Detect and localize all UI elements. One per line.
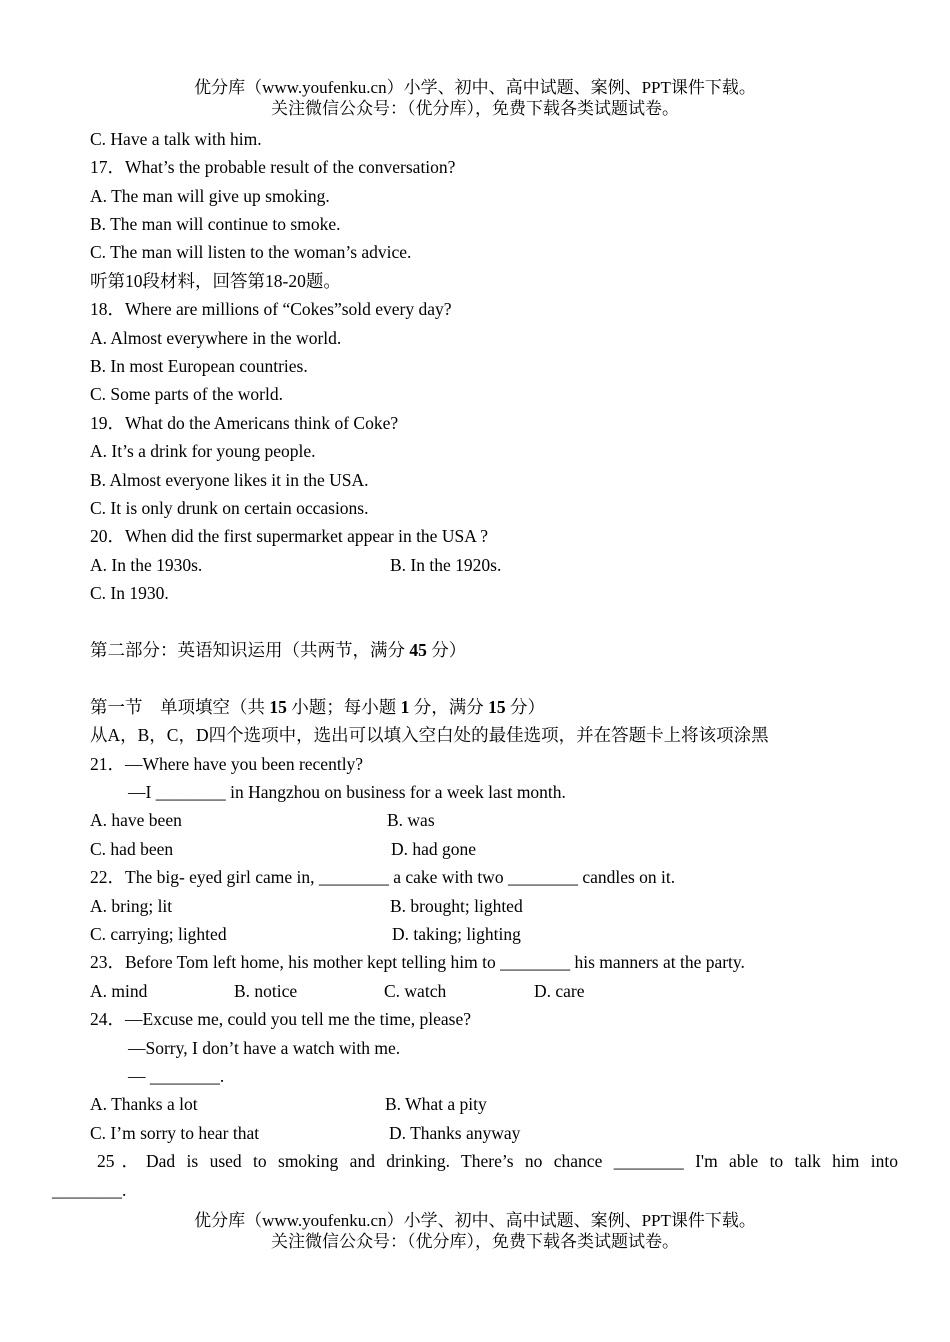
q20-option-c: C. In 1930.: [90, 583, 169, 603]
q23-option-d: D. care: [534, 981, 585, 1001]
q20-option-b: B. In the 1920s.: [390, 555, 502, 575]
page-footer-line1: 优分库（www.youfenku.cn）小学、初中、高中试题、案例、PPT课件下载。: [194, 1211, 756, 1230]
q22-option-d: D. taking; lighting: [392, 924, 521, 944]
q20-question: 20．When did the first supermarket appear in the USA ?: [90, 526, 489, 546]
q22-option-b: B. brought; lighted: [390, 896, 523, 916]
section-instruction-10: 听第10段材料，回答第18-20题。: [90, 271, 341, 291]
q22-option-c: C. carrying; lighted: [90, 924, 227, 944]
q21-question: 21．—Where have you been recently?: [90, 754, 364, 774]
part2-title: 第二部分：英语知识运用（共两节，满分 45 分）: [90, 640, 467, 660]
q22-question: 22．The big- eyed girl came in, ________ a cake with two ________ candles on it.: [90, 867, 676, 887]
q18-option-a: A. Almost everywhere in the world.: [90, 328, 342, 348]
q23-question: 23．Before Tom left home, his mother kept telling him to ________ his manners at the party.: [90, 952, 745, 972]
q24-option-a: A. Thanks a lot: [90, 1094, 198, 1114]
q17-option-b: B. The man will continue to smoke.: [90, 214, 341, 234]
q22-option-a: A. bring; lit: [90, 896, 173, 916]
page-header-line2: 关注微信公众号：（优分库），免费下载各类试题试卷。: [271, 99, 679, 118]
q19-option-c: C. It is only drunk on certain occasions.: [90, 498, 369, 518]
q20-option-a: A. In the 1930s.: [90, 555, 203, 575]
q19-option-a: A. It’s a drink for young people.: [90, 441, 316, 461]
q21-option-b: B. was: [387, 810, 435, 830]
q21-option-c: C. had been: [90, 839, 174, 859]
q25-line2: ________.: [52, 1180, 127, 1200]
section1-heading: 第一节 单项填空（共 15 小题；每小题 1 分，满分 15 分）: [90, 697, 545, 717]
q21-line2: —I ________ in Hangzhou on business for a week last month.: [128, 782, 566, 802]
q17-question: 17．What’s the probable result of the conversation?: [90, 157, 456, 177]
q18-question: 18．Where are millions of “Cokes”sold every day?: [90, 299, 452, 319]
q24-line2: —Sorry, I don’t have a watch with me.: [128, 1038, 401, 1058]
q18-option-c: C. Some parts of the world.: [90, 384, 283, 404]
q24-line3: — ________.: [128, 1066, 225, 1086]
q19-option-b: B. Almost everyone likes it in the USA.: [90, 470, 369, 490]
section1-instruction: 从A，B，C，D四个选项中，选出可以填入空白处的最佳选项，并在答题卡上将该项涂黑: [90, 725, 769, 745]
q18-option-b: B. In most European countries.: [90, 356, 308, 376]
q21-option-a: A. have been: [90, 810, 182, 830]
q16-option-c: C. Have a talk with him.: [90, 129, 262, 149]
q23-option-c: C. watch: [384, 981, 447, 1001]
q23-option-b: B. notice: [234, 981, 298, 1001]
q24-question: 24．—Excuse me, could you tell me the time, please?: [90, 1009, 472, 1029]
page-header-line1: 优分库（www.youfenku.cn）小学、初中、高中试题、案例、PPT课件下载。: [194, 78, 756, 97]
q23-option-a: A. mind: [90, 981, 148, 1001]
q17-option-c: C. The man will listen to the woman’s advice.: [90, 242, 412, 262]
q24-option-c: C. I’m sorry to hear that: [90, 1123, 260, 1143]
q25-question: 25．Dad is used to smoking and drinking. There’s no chance ________ I'm able to talk him into: [97, 1151, 898, 1171]
page-footer-line2: 关注微信公众号：（优分库），免费下载各类试题试卷。: [271, 1232, 679, 1251]
q24-option-b: B. What a pity: [385, 1094, 487, 1114]
q24-option-d: D. Thanks anyway: [389, 1123, 521, 1143]
q17-option-a: A. The man will give up smoking.: [90, 186, 330, 206]
q21-option-d: D. had gone: [391, 839, 477, 859]
q19-question: 19．What do the Americans think of Coke?: [90, 413, 399, 433]
